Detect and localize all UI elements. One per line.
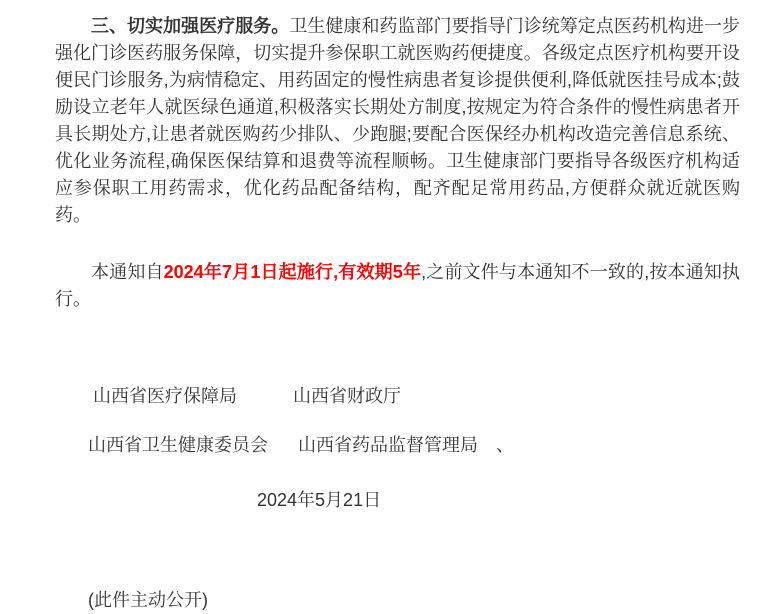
signature-drug-administration: 山西省药品监督管理局 [298, 435, 478, 455]
effective-date-paragraph [55, 259, 740, 313]
signature-medical-security-bureau: 山西省医疗保障局 [93, 386, 237, 406]
section-heading: 三、切实加强医疗服务。 [91, 16, 290, 36]
signature-finance-department: 山西省财政厅 [293, 386, 401, 406]
section-paragraph [55, 13, 740, 229]
signature-punctuation-mark: 、 [496, 435, 514, 455]
notice-prefix-text: 本通知自 [91, 262, 164, 282]
effective-date-highlight: 2024年7月1日起施行,有效期5年 [163, 262, 422, 282]
signature-health-commission: 山西省卫生健康委员会 [88, 435, 268, 455]
section-body-text: 卫生健康和药监部门要指导门诊统筹定点医药机构进一步强化门诊医药服务保障，切实提升参保职工就医购药便捷度。各级定点医疗机构要开设便民门诊服务,为病情稳定、用药固定的慢性病患者复诊提供便利,降低就医挂号成本;鼓励设立老年人就医绿色通道,积极落实长期处方制度,按规定为符合条件的慢性病患者开具长期处方,让患者就医购药少排队、少跑腿;要配合医保经办机构改造完善信息系统、优化业务流程,确保医保结算和退费等流程顺畅。卫生健康部门要指导各级医疗机构适应参保职工用药需求，优化药品配备结构，配齐配足常用药品,方便群众就近就医购药。 [55, 16, 741, 225]
signature-row-1 [55, 383, 740, 410]
notice-suffix-text: ,之前文件与本通知不一致的,按本通知执行。 [55, 262, 740, 309]
signature-row-2 [55, 432, 740, 459]
disclosure-note: (此件主动公开) [88, 590, 208, 610]
issue-date: 2024年5月21日 [257, 490, 382, 510]
